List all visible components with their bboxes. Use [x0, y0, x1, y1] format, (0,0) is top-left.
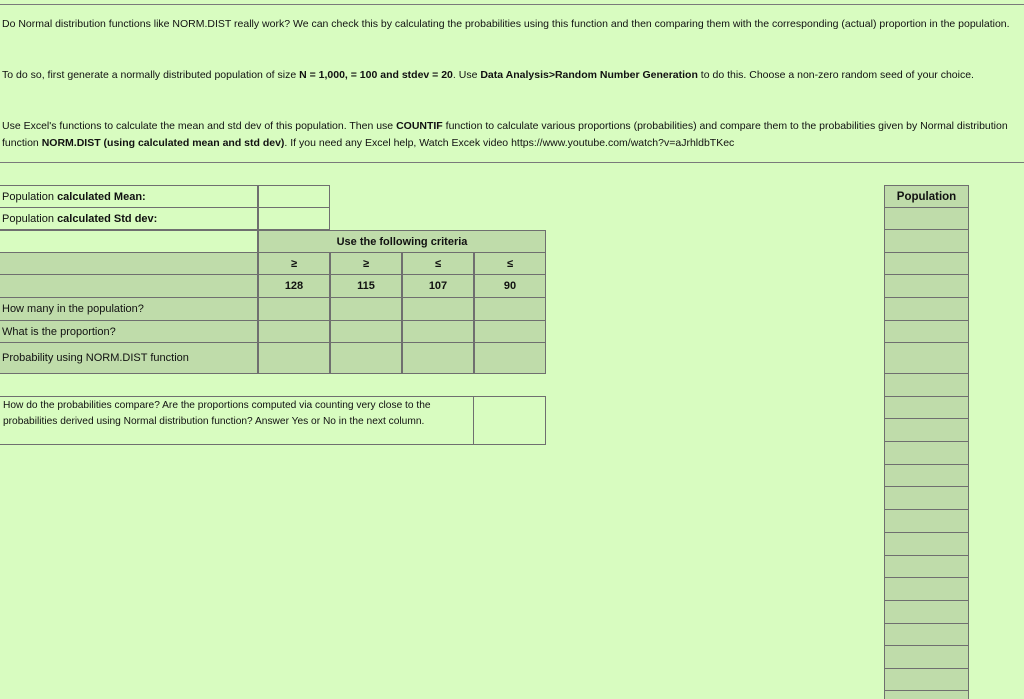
instruction-3-part-e: . If you need any Excel help, Watch Excek video https://www.youtube.com/watch?v=aJrhldbTKec [284, 137, 735, 149]
value-cell-4 [474, 274, 546, 298]
instructions-separator [0, 162, 1024, 163]
instruction-paragraph-2 [2, 67, 1020, 84]
proportion-row-label [0, 320, 258, 343]
criteria-blank-cell [0, 230, 258, 253]
instruction-2-part-a: To do so, first generate a normally distributed population of size [2, 69, 300, 81]
value-4: 90 [503, 280, 517, 292]
population-cell[interactable] [884, 509, 969, 533]
comparison-question-text: How do the probabilities compare? Are the proportions computed via counting very close to the probabilities derived using Normal distribution function? Answer Yes or No in the next column. [3, 400, 431, 427]
population-cell[interactable] [884, 252, 969, 275]
instruction-paragraph-1 [2, 16, 1020, 33]
operator-1: ≥ [290, 257, 298, 270]
std-label-cell [0, 207, 258, 230]
count-cell-1[interactable] [258, 297, 330, 321]
operator-cell-2 [330, 252, 402, 275]
count-cell-2[interactable] [330, 297, 402, 321]
population-cell[interactable] [884, 600, 969, 624]
population-cell[interactable] [884, 320, 969, 343]
population-cell[interactable] [884, 274, 969, 298]
value-row-label [0, 274, 258, 298]
count-row-text: How many in the population? [2, 303, 144, 315]
population-cell[interactable] [884, 645, 969, 669]
proportion-cell-1[interactable] [258, 320, 330, 343]
operator-2: ≥ [362, 257, 370, 270]
value-cell-1 [258, 274, 330, 298]
population-cell[interactable] [884, 396, 969, 419]
instruction-3-normdist: NORM.DIST (using calculated mean and std dev) [41, 137, 285, 149]
population-cell[interactable] [884, 418, 969, 442]
proportion-cell-4[interactable] [474, 320, 546, 343]
population-header [884, 185, 969, 208]
instruction-2-params: N = 1,000, = 100 and stdev = 20 [299, 69, 453, 81]
mean-label-prefix: Population [2, 190, 54, 203]
population-cell[interactable] [884, 464, 969, 487]
instruction-3-part-a: Use Excel's functions to calculate the mean and std dev of this population. Then use [2, 120, 397, 132]
probability-cell-3[interactable] [402, 342, 474, 374]
operator-row-label [0, 252, 258, 275]
instruction-paragraph-3 [2, 118, 1020, 152]
count-cell-4[interactable] [474, 297, 546, 321]
count-row-label [0, 297, 258, 321]
value-cell-2 [330, 274, 402, 298]
population-cell[interactable] [884, 373, 969, 397]
comparison-question-cell [0, 396, 474, 445]
probability-row-text: Probability using NORM.DIST function [2, 352, 189, 364]
operator-4: ≤ [506, 257, 514, 270]
value-2: 115 [357, 280, 375, 292]
probability-cell-4[interactable] [474, 342, 546, 374]
mean-input-cell[interactable] [258, 185, 330, 208]
probability-cell-2[interactable] [330, 342, 402, 374]
population-cell[interactable] [884, 207, 969, 230]
comparison-answer-cell[interactable] [473, 396, 546, 445]
value-3: 107 [428, 280, 448, 292]
population-cell[interactable] [884, 623, 969, 646]
instruction-2-part-e: to do this. Choose a non-zero random seed of your choice. [697, 69, 974, 81]
instruction-2-part-c: . Use [452, 69, 481, 81]
top-separator [0, 4, 1024, 5]
population-cell[interactable] [884, 577, 969, 601]
value-cell-3 [402, 274, 474, 298]
proportion-cell-2[interactable] [330, 320, 402, 343]
mean-label-cell [0, 185, 258, 208]
count-cell-3[interactable] [402, 297, 474, 321]
criteria-header-text: Use the following criteria [336, 235, 468, 248]
population-cell[interactable] [884, 342, 969, 374]
std-label-prefix: Population [2, 212, 54, 225]
operator-cell-4 [474, 252, 546, 275]
operator-cell-1 [258, 252, 330, 275]
population-cell[interactable] [884, 690, 969, 699]
instruction-2-menu-path: Data Analysis>Random Number Generation [480, 69, 698, 81]
mean-label-bold: calculated Mean: [57, 190, 146, 203]
population-cell[interactable] [884, 441, 969, 465]
operator-3: ≤ [434, 257, 442, 270]
std-input-cell[interactable] [258, 207, 330, 230]
probability-cell-1[interactable] [258, 342, 330, 374]
population-cell[interactable] [884, 486, 969, 510]
probability-row-label [0, 342, 258, 374]
instruction-text-1: Do Normal distribution functions like NORM.DIST really work? We can check this by calculating the probabilities using this function and then comparing them with the corresponding (actual) proportion in the population. [2, 18, 1010, 30]
instruction-3-part-c: function to calculate various proportions (probabilities) and compare them to the probabilities given by Normal distribution function [2, 120, 1008, 149]
value-1: 128 [284, 280, 304, 292]
population-cell[interactable] [884, 668, 969, 691]
proportion-cell-3[interactable] [402, 320, 474, 343]
criteria-header [258, 230, 546, 253]
operator-cell-3 [402, 252, 474, 275]
population-header-text: Population [896, 190, 957, 203]
population-cell[interactable] [884, 229, 969, 253]
instruction-3-countif: COUNTIF [396, 120, 443, 132]
population-cell[interactable] [884, 555, 969, 578]
proportion-row-text: What is the proportion? [2, 325, 116, 338]
population-cell[interactable] [884, 532, 969, 556]
std-label-bold: calculated Std dev: [57, 212, 158, 225]
population-cell[interactable] [884, 297, 969, 321]
